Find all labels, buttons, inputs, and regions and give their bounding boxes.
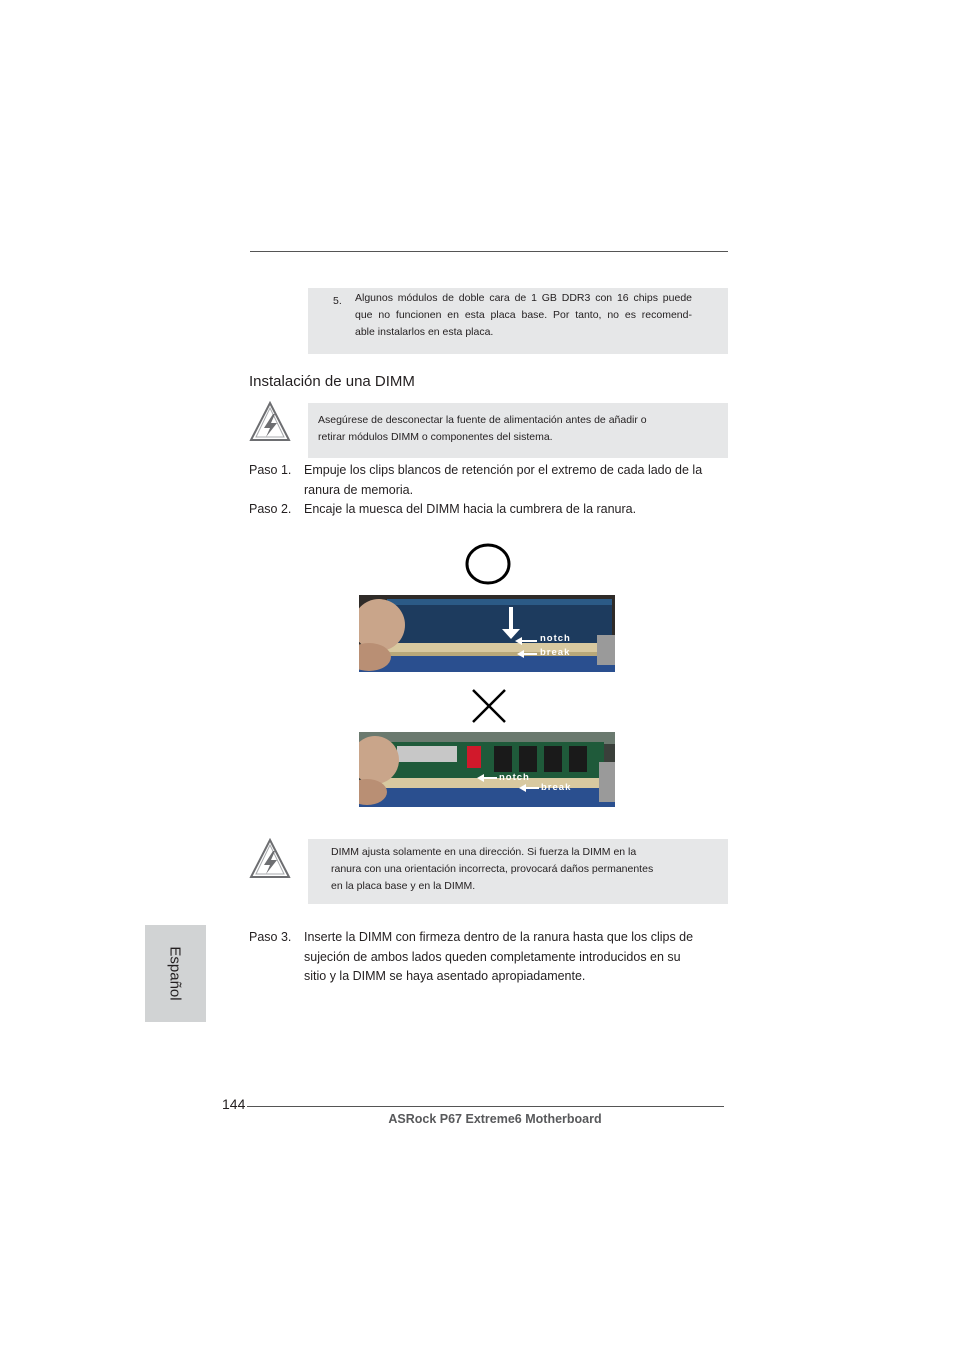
note-number: 5. [333, 295, 342, 307]
break-label: break [540, 647, 571, 658]
warning-line: DIMM ajusta solamente en una dirección. Si fuerza la DIMM en la [331, 846, 637, 858]
step-text [304, 928, 724, 987]
step-line: Encaje la muesca del DIMM hacia la cumbrera de la ranura. [304, 502, 637, 516]
step-line: sujeción de ambos lados queden completamente introducidos en su [304, 949, 681, 964]
warning-line: retirar módulos DIMM o componentes del sistema. [318, 431, 553, 443]
notch-label: notch [540, 633, 571, 644]
step-label: Paso 1. [249, 463, 292, 477]
circle-icon [465, 543, 511, 585]
section-title: Instalación de una DIMM [249, 373, 415, 390]
break-label: break [541, 782, 572, 793]
warning-line: Asegúrese de desconectar la fuente de alimentación antes de añadir o [318, 414, 647, 426]
note-line: que no funcionen en esta placa base. Por tanto, no es recomend- [355, 309, 692, 321]
dimm-photo-correct [359, 595, 615, 672]
footer-title: ASRock P67 Extreme6 Motherboard [388, 1112, 602, 1126]
note-text [355, 290, 692, 341]
cross-icon [471, 688, 507, 724]
warning-triangle-icon [249, 838, 291, 880]
warning-line: en la placa base y en la DIMM. [331, 880, 476, 892]
warning-triangle-icon [249, 401, 291, 443]
step-line: sitio y la DIMM se haya asentado apropiadamente. [304, 969, 586, 983]
warning-box [308, 403, 728, 458]
step-line: Empuje los clips blancos de retención por el extremo de cada lado de la [304, 463, 703, 477]
note-line: Algunos módulos de doble cara de 1 GB DDR3 con 16 chips puede [355, 292, 692, 304]
step-text [304, 461, 724, 500]
dimm-photo-wrong [359, 732, 615, 807]
language-label: Español [167, 946, 184, 1001]
note-line: able instalarlos en esta placa. [355, 326, 494, 338]
language-tab-label [145, 925, 206, 1022]
page-number: 144 [222, 1096, 246, 1112]
step-label: Paso 2. [249, 502, 292, 516]
header-rule [250, 251, 728, 252]
step-label: Paso 3. [249, 930, 292, 944]
warning-line: ranura con una orientación incorrecta, provocará daños permanentes [331, 863, 654, 875]
warning-box [308, 839, 728, 904]
step-line: ranura de memoria. [304, 482, 414, 497]
notch-label: notch [499, 772, 530, 783]
step-line: Inserte la DIMM con firmeza dentro de la ranura hasta que los clips de [304, 930, 694, 944]
footer-rule [247, 1106, 724, 1107]
step-text [304, 500, 724, 520]
